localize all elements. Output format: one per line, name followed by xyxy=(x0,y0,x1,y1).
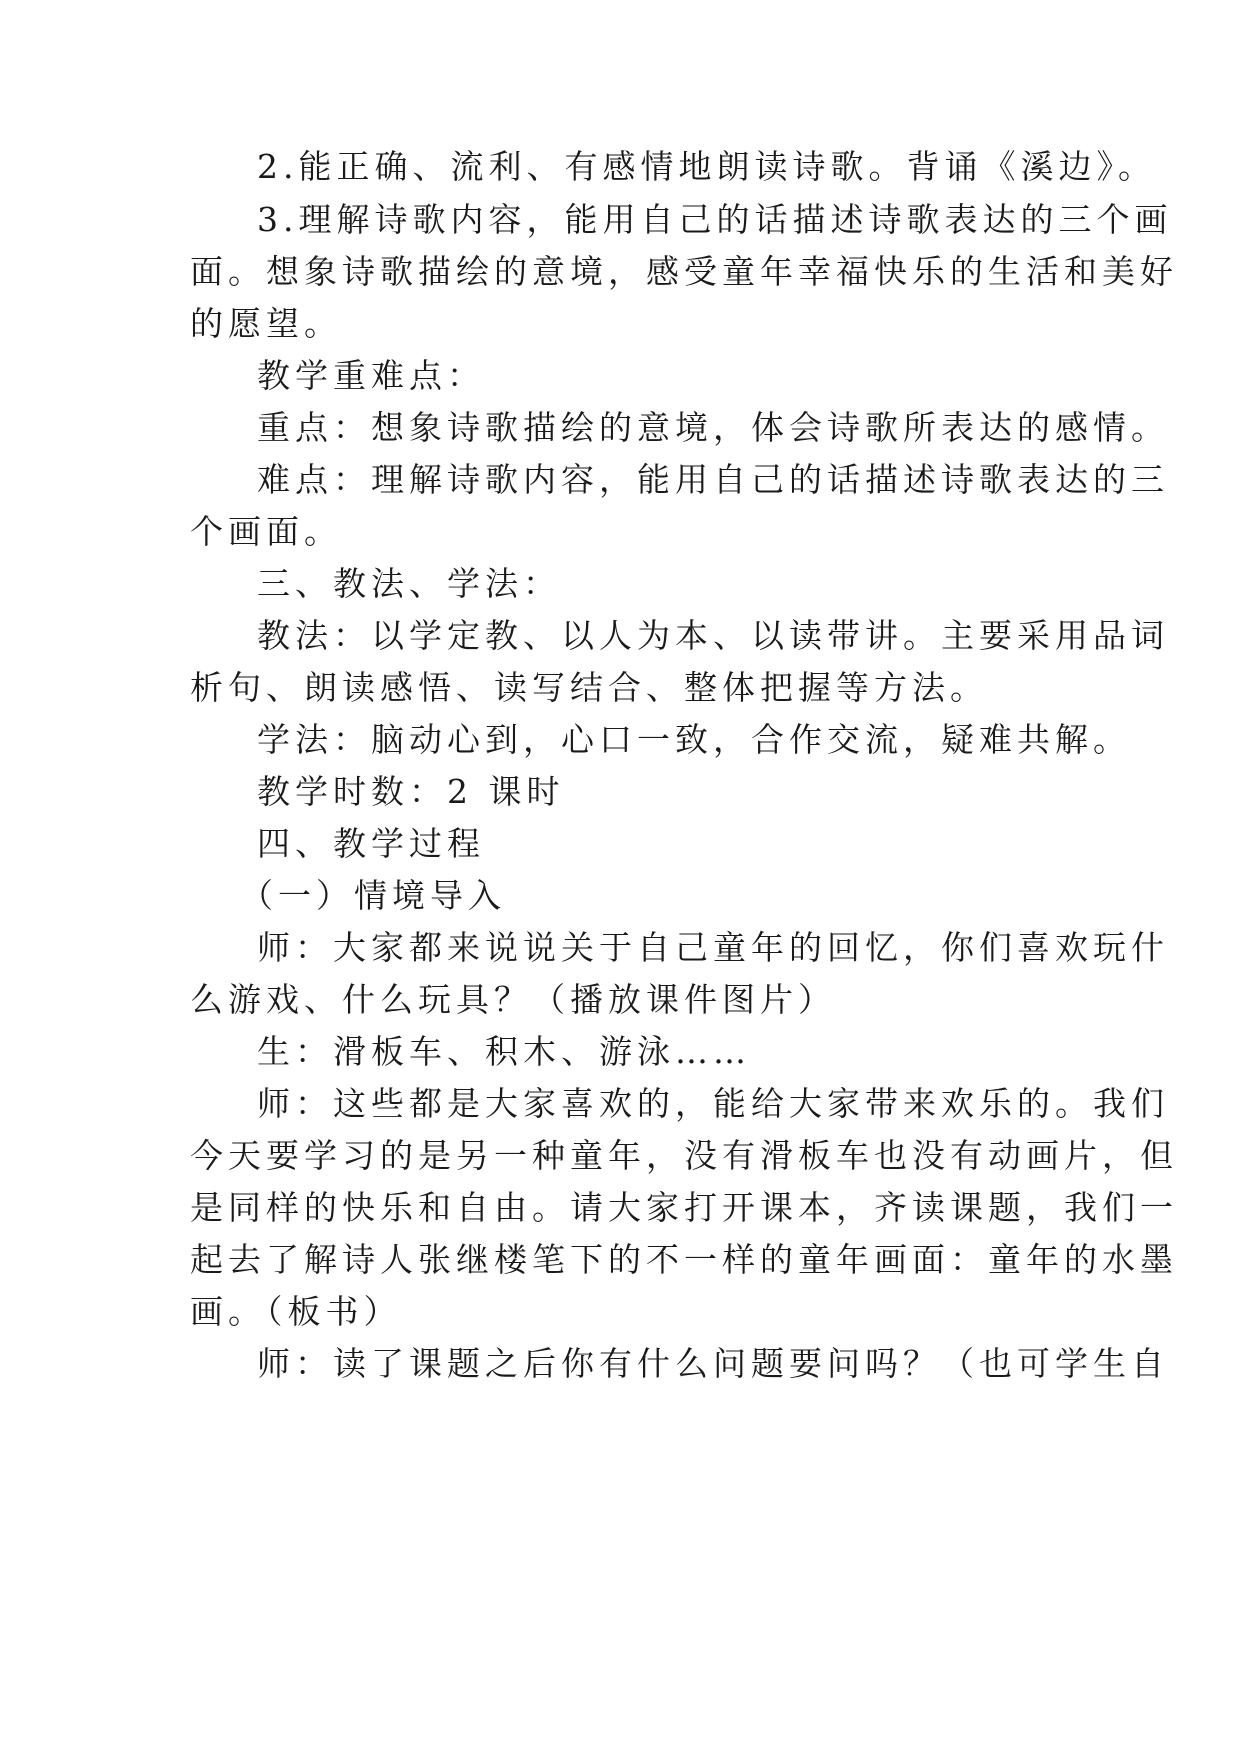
difficulty-line-1: 难点：理解诗歌内容，能用自己的话描述诗歌表达的三 xyxy=(257,460,1169,499)
difficulty-line-2: 个画面。 xyxy=(190,512,342,551)
teacher-line-1b: 么游戏、什么玩具？（播放课件图片） xyxy=(190,980,836,1019)
objective-3-line-2: 面。想象诗歌描绘的意境，感受童年幸福快乐的生活和美好 xyxy=(190,252,1178,291)
teacher-line-3: 师：读了课题之后你有什么问题要问吗？（也可学生自 xyxy=(257,1344,1169,1383)
subsection-1-heading: （一）情境导入 xyxy=(240,876,506,915)
key-difficulty-heading: 教学重难点： xyxy=(257,356,485,395)
section-4-heading: 四、教学过程 xyxy=(257,824,485,863)
teaching-method-line-1: 教法：以学定教、以人为本、以读带讲。主要采用品词 xyxy=(257,616,1169,655)
teacher-line-2c: 是同样的快乐和自由。请大家打开课本，齐读课题，我们一 xyxy=(190,1188,1178,1227)
objective-2: 2.能正确、流利、有感情地朗读诗歌。背诵《溪边》。 xyxy=(257,147,1156,186)
section-3-heading: 三、教法、学法： xyxy=(257,564,561,603)
learning-method: 学法：脑动心到，心口一致，合作交流，疑难共解。 xyxy=(257,720,1131,759)
student-line-1: 生：滑板车、积木、游泳…… xyxy=(257,1032,751,1071)
teacher-line-1a: 师：大家都来说说关于自己童年的回忆，你们喜欢玩什 xyxy=(257,928,1169,967)
class-hours: 教学时数：2 课时 xyxy=(257,772,565,811)
objective-3-line-1: 3.理解诗歌内容，能用自己的话描述诗歌表达的三个画 xyxy=(257,200,1173,239)
teacher-line-2d: 起去了解诗人张继楼笔下的不一样的童年画面：童年的水墨 xyxy=(190,1240,1178,1279)
objective-3-line-3: 的愿望。 xyxy=(190,304,342,343)
key-point: 重点：想象诗歌描绘的意境，体会诗歌所表达的感情。 xyxy=(257,408,1169,447)
teacher-line-2a: 师：这些都是大家喜欢的，能给大家带来欢乐的。我们 xyxy=(257,1084,1169,1123)
teacher-line-2e: 画。（板书） xyxy=(190,1292,402,1331)
teaching-method-line-2: 析句、朗读感悟、读写结合、整体把握等方法。 xyxy=(190,668,988,707)
teacher-line-2b: 今天要学习的是另一种童年，没有滑板车也没有动画片，但 xyxy=(190,1136,1178,1175)
